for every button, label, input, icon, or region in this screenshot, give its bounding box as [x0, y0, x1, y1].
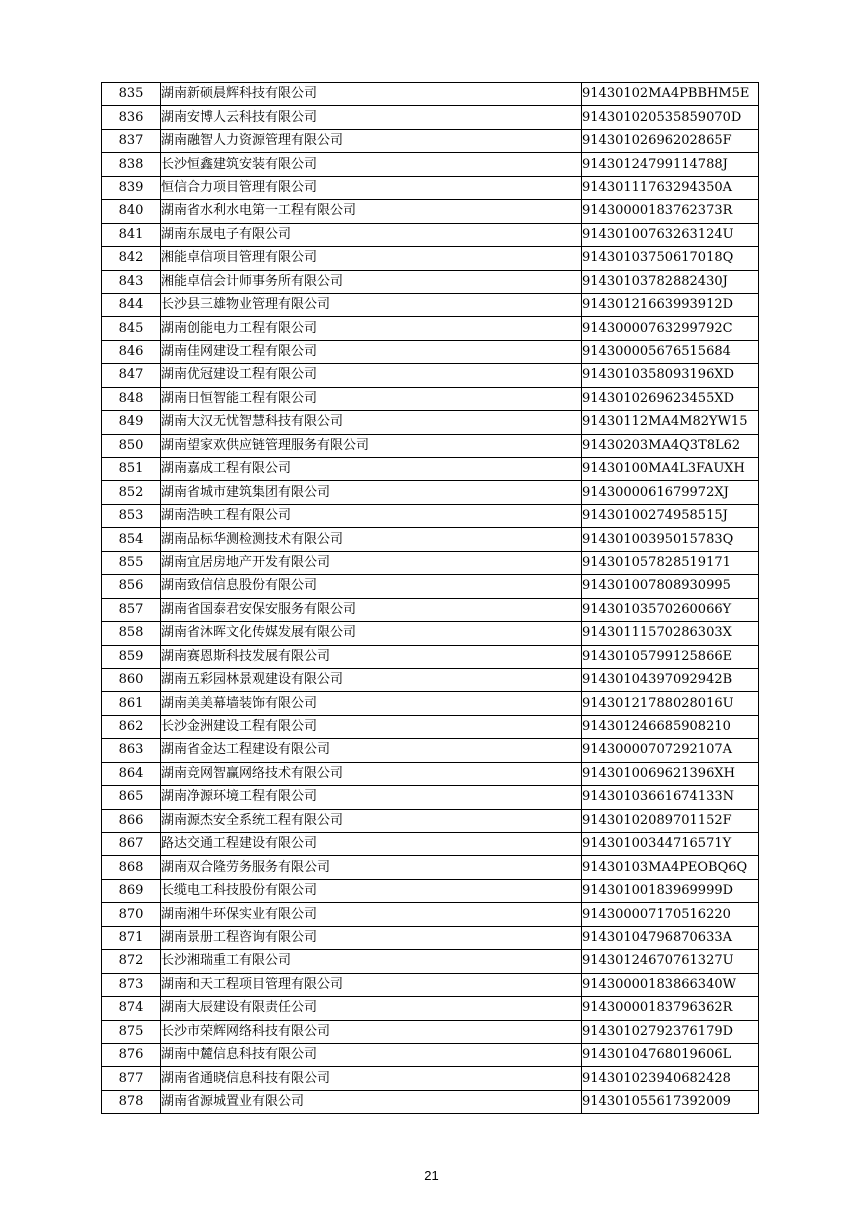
company-name: 长沙市荣辉网络科技有限公司 [161, 1020, 582, 1043]
row-number: 845 [102, 317, 161, 340]
row-number: 878 [102, 1090, 161, 1113]
company-name: 湖南省国泰君安保安服务有限公司 [161, 598, 582, 621]
table-row [102, 153, 759, 176]
credit-code: 914301023940682428 [582, 1067, 759, 1090]
row-number: 874 [102, 997, 161, 1020]
credit-code: 91430111763294350A [582, 176, 759, 199]
row-number: 863 [102, 739, 161, 762]
row-number: 873 [102, 973, 161, 996]
company-name: 长沙县三雄物业管理有限公司 [161, 293, 582, 316]
credit-code: 91430100274958515J [582, 504, 759, 527]
table-row [102, 997, 759, 1020]
table-row [102, 1090, 759, 1113]
credit-code: 91430000763299792C [582, 317, 759, 340]
table-row [102, 340, 759, 363]
row-number: 851 [102, 458, 161, 481]
row-number: 846 [102, 340, 161, 363]
table-row [102, 364, 759, 387]
table-row [102, 973, 759, 996]
table-row [102, 129, 759, 152]
row-number: 842 [102, 247, 161, 270]
table-row [102, 692, 759, 715]
credit-code: 914301246685908210 [582, 715, 759, 738]
credit-code: 914301057828519171 [582, 551, 759, 574]
table-row [102, 481, 759, 504]
row-number: 856 [102, 575, 161, 598]
credit-code: 91430100183969999D [582, 879, 759, 902]
row-number: 861 [102, 692, 161, 715]
row-number: 877 [102, 1067, 161, 1090]
credit-code: 91430103MA4PEOBQ6Q [582, 856, 759, 879]
table-row [102, 1020, 759, 1043]
company-name: 湖南湘牛环保实业有限公司 [161, 903, 582, 926]
credit-code: 91430103750617018Q [582, 247, 759, 270]
row-number: 853 [102, 504, 161, 527]
row-number: 839 [102, 176, 161, 199]
credit-code: 91430104768019606L [582, 1043, 759, 1066]
credit-code: 914301020535859070D [582, 106, 759, 129]
table-row [102, 833, 759, 856]
row-number: 867 [102, 833, 161, 856]
row-number: 860 [102, 668, 161, 691]
table-row [102, 551, 759, 574]
row-number: 854 [102, 528, 161, 551]
credit-code: 91430000183796362R [582, 997, 759, 1020]
company-name: 湖南宜居房地产开发有限公司 [161, 551, 582, 574]
row-number: 843 [102, 270, 161, 293]
company-name: 湖南嘉成工程有限公司 [161, 458, 582, 481]
row-number: 876 [102, 1043, 161, 1066]
row-number: 844 [102, 293, 161, 316]
credit-code: 91430000183866340W [582, 973, 759, 996]
company-name: 路达交通工程建设有限公司 [161, 833, 582, 856]
credit-code: 91430100763263124U [582, 223, 759, 246]
credit-code: 91430124799114788J [582, 153, 759, 176]
company-name: 长沙恒鑫建筑安装有限公司 [161, 153, 582, 176]
credit-code: 9143010358093196XD [582, 364, 759, 387]
company-name: 湖南美美幕墙装饰有限公司 [161, 692, 582, 715]
credit-code: 91430100395015783Q [582, 528, 759, 551]
table-row [102, 247, 759, 270]
credit-code: 91430100344716571Y [582, 833, 759, 856]
table-row [102, 411, 759, 434]
row-number: 859 [102, 645, 161, 668]
table-row [102, 926, 759, 949]
row-number: 838 [102, 153, 161, 176]
table-row [102, 434, 759, 457]
credit-code: 91430102792376179D [582, 1020, 759, 1043]
table-row [102, 762, 759, 785]
company-name: 湖南创能电力工程有限公司 [161, 317, 582, 340]
company-name: 湖南品标华测检测技术有限公司 [161, 528, 582, 551]
company-name: 湖南望家欢供应链管理服务有限公司 [161, 434, 582, 457]
company-name: 湖南双合隆劳务服务有限公司 [161, 856, 582, 879]
row-number: 865 [102, 786, 161, 809]
company-name: 湖南净源环境工程有限公司 [161, 786, 582, 809]
table-row [102, 1043, 759, 1066]
credit-code: 91430124670761327U [582, 950, 759, 973]
company-name: 湖南源杰安全系统工程有限公司 [161, 809, 582, 832]
row-number: 864 [102, 762, 161, 785]
row-number: 871 [102, 926, 161, 949]
table-row [102, 176, 759, 199]
row-number: 836 [102, 106, 161, 129]
table-row [102, 83, 759, 106]
table-row [102, 317, 759, 340]
table-row [102, 622, 759, 645]
company-name: 长沙金洲建设工程有限公司 [161, 715, 582, 738]
table-row [102, 809, 759, 832]
row-number: 862 [102, 715, 161, 738]
credit-code: 91430102696202865F [582, 129, 759, 152]
table-row [102, 200, 759, 223]
credit-code: 91430103782882430J [582, 270, 759, 293]
row-number: 837 [102, 129, 161, 152]
company-name: 湖南省通晓信息科技有限公司 [161, 1067, 582, 1090]
table-row [102, 786, 759, 809]
table-row [102, 387, 759, 410]
company-name: 湖南省源城置业有限公司 [161, 1090, 582, 1113]
row-number: 866 [102, 809, 161, 832]
company-name: 湖南安博人云科技有限公司 [161, 106, 582, 129]
credit-code: 9143010069621396XH [582, 762, 759, 785]
credit-code: 91430000707292107A [582, 739, 759, 762]
credit-code: 91430103661674133N [582, 786, 759, 809]
row-number: 868 [102, 856, 161, 879]
credit-code: 914301055617392009 [582, 1090, 759, 1113]
table-row [102, 528, 759, 551]
company-name: 湖南融智人力资源管理有限公司 [161, 129, 582, 152]
company-table [101, 82, 759, 1114]
row-number: 848 [102, 387, 161, 410]
company-name: 湖南省金达工程建设有限公司 [161, 739, 582, 762]
table-row [102, 575, 759, 598]
table-row [102, 645, 759, 668]
credit-code: 91430100MA4L3FAUXH [582, 458, 759, 481]
row-number: 850 [102, 434, 161, 457]
company-name: 湖南浩映工程有限公司 [161, 504, 582, 527]
row-number: 858 [102, 622, 161, 645]
table-row [102, 270, 759, 293]
credit-code: 91430000183762373R [582, 200, 759, 223]
table-row [102, 950, 759, 973]
company-name: 恒信合力项目管理有限公司 [161, 176, 582, 199]
credit-code: 91430105799125866E [582, 645, 759, 668]
table-row [102, 856, 759, 879]
table-row [102, 293, 759, 316]
company-name: 湖南日恒智能工程有限公司 [161, 387, 582, 410]
row-number: 869 [102, 879, 161, 902]
credit-code: 91430102089701152F [582, 809, 759, 832]
company-name: 湖南大辰建设有限责任公司 [161, 997, 582, 1020]
credit-code: 914301007808930995 [582, 575, 759, 598]
credit-code: 9143000061679972XJ [582, 481, 759, 504]
table-row [102, 668, 759, 691]
page-number: 21 [424, 1168, 439, 1183]
company-name: 湖南和天工程项目管理有限公司 [161, 973, 582, 996]
company-name: 湖南佳网建设工程有限公司 [161, 340, 582, 363]
row-number: 857 [102, 598, 161, 621]
credit-code: 91430111570286303X [582, 622, 759, 645]
row-number: 835 [102, 83, 161, 106]
table-row [102, 598, 759, 621]
table-row [102, 504, 759, 527]
table-row [102, 739, 759, 762]
credit-code: 91430121788028016U [582, 692, 759, 715]
company-name: 湖南五彩园林景观建设有限公司 [161, 668, 582, 691]
company-name: 湖南中麓信息科技有限公司 [161, 1043, 582, 1066]
credit-code: 91430104796870633A [582, 926, 759, 949]
credit-code: 91430121663993912D [582, 293, 759, 316]
row-number: 840 [102, 200, 161, 223]
row-number: 870 [102, 903, 161, 926]
table-row [102, 458, 759, 481]
credit-code: 9143010269623455XD [582, 387, 759, 410]
company-name: 湖南省水利水电第一工程有限公司 [161, 200, 582, 223]
credit-code: 914300005676515684 [582, 340, 759, 363]
company-name: 湖南东晟电子有限公司 [161, 223, 582, 246]
company-name: 湖南赛恩斯科技发展有限公司 [161, 645, 582, 668]
credit-code: 91430203MA4Q3T8L62 [582, 434, 759, 457]
credit-code: 91430104397092942B [582, 668, 759, 691]
row-number: 875 [102, 1020, 161, 1043]
row-number: 849 [102, 411, 161, 434]
company-name: 湖南致信信息股份有限公司 [161, 575, 582, 598]
table-row [102, 715, 759, 738]
company-name: 湘能卓信会计师事务所有限公司 [161, 270, 582, 293]
credit-code: 91430112MA4M82YW15 [582, 411, 759, 434]
table-row [102, 106, 759, 129]
company-table-body [102, 83, 759, 1114]
row-number: 872 [102, 950, 161, 973]
company-name: 湘能卓信项目管理有限公司 [161, 247, 582, 270]
table-row [102, 903, 759, 926]
company-name: 长沙湘瑞重工有限公司 [161, 950, 582, 973]
row-number: 847 [102, 364, 161, 387]
credit-code: 914300007170516220 [582, 903, 759, 926]
credit-code: 91430102MA4PBBHM5E [582, 83, 759, 106]
company-name: 长缆电工科技股份有限公司 [161, 879, 582, 902]
table-row [102, 1067, 759, 1090]
company-name: 湖南大汉无忧智慧科技有限公司 [161, 411, 582, 434]
row-number: 841 [102, 223, 161, 246]
company-name: 湖南竞网智赢网络技术有限公司 [161, 762, 582, 785]
credit-code: 91430103570260066Y [582, 598, 759, 621]
company-name: 湖南景册工程咨询有限公司 [161, 926, 582, 949]
company-name: 湖南省沐晖文化传媒发展有限公司 [161, 622, 582, 645]
row-number: 852 [102, 481, 161, 504]
company-name: 湖南省城市建筑集团有限公司 [161, 481, 582, 504]
row-number: 855 [102, 551, 161, 574]
company-name: 湖南优冠建设工程有限公司 [161, 364, 582, 387]
company-name: 湖南新硕晨辉科技有限公司 [161, 83, 582, 106]
table-row [102, 879, 759, 902]
table-row [102, 223, 759, 246]
